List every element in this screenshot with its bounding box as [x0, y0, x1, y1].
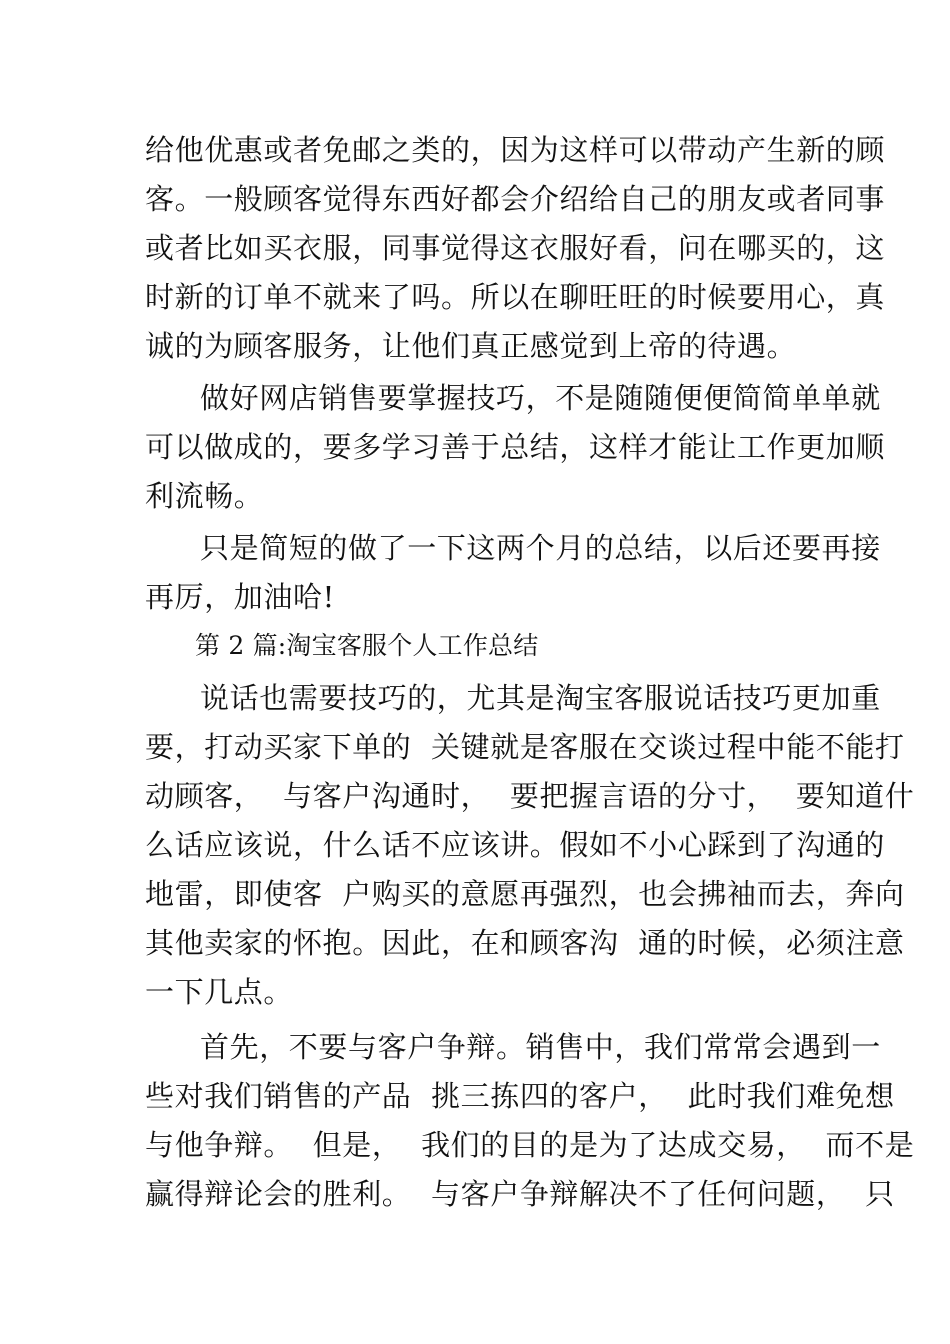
text-line: 么话应该说，什么话不应该讲。假如不小心踩到了沟通的: [145, 828, 886, 862]
text-line: 可以做成的，要多学习善于总结，这样才能让工作更加顺: [145, 430, 886, 464]
text-line: 地雷，即使客 户购买的意愿再强烈，也会拂袖而去，奔向: [145, 877, 905, 911]
section-heading: 第 2 篇:淘宝客服个人工作总结: [195, 631, 539, 660]
text-line: 与他争辩。 但是， 我们的目的是为了达成交易， 而不是: [145, 1128, 915, 1162]
text-line: 其他卖家的怀抱。因此，在和顾客沟 通的时候，必须注意: [145, 926, 905, 960]
paragraph-first-line: 做好网店销售要掌握技巧，不是随随便便简简单单就: [200, 381, 881, 415]
text-line: 或者比如买衣服，同事觉得这衣服好看，问在哪买的，这: [145, 231, 886, 265]
paragraph-first-line: 说话也需要技巧的，尤其是淘宝客服说话技巧更加重: [200, 681, 881, 715]
text-line: 要，打动买家下单的 关键就是客服在交谈过程中能不能打: [145, 730, 905, 764]
text-line: 赢得辩论会的胜利。 与客户争辩解决不了任何问题， 只: [145, 1177, 895, 1211]
text-line: 再厉，加油哈!: [145, 580, 335, 614]
text-line: 一下几点。: [145, 975, 294, 1009]
text-line: 些对我们销售的产品 挑三拣四的客户， 此时我们难免想: [145, 1079, 895, 1113]
text-line: 时新的订单不就来了吗。所以在聊旺旺的时候要用心，真: [145, 280, 886, 314]
paragraph-first-line: 只是简短的做了一下这两个月的总结，以后还要再接: [200, 531, 881, 565]
text-line: 客。一般顾客觉得东西好都会介绍给自己的朋友或者同事: [145, 182, 886, 216]
text-line: 利流畅。: [145, 479, 264, 513]
paragraph-first-line: 首先，不要与客户争辩。销售中，我们常常会遇到一: [200, 1030, 881, 1064]
text-line: 给他优惠或者免邮之类的，因为这样可以带动产生新的顾: [145, 133, 886, 167]
text-line: 诚的为顾客服务，让他们真正感觉到上帝的待遇。: [145, 329, 797, 363]
text-line: 动顾客， 与客户沟通时， 要把握言语的分寸， 要知道什: [145, 779, 915, 813]
